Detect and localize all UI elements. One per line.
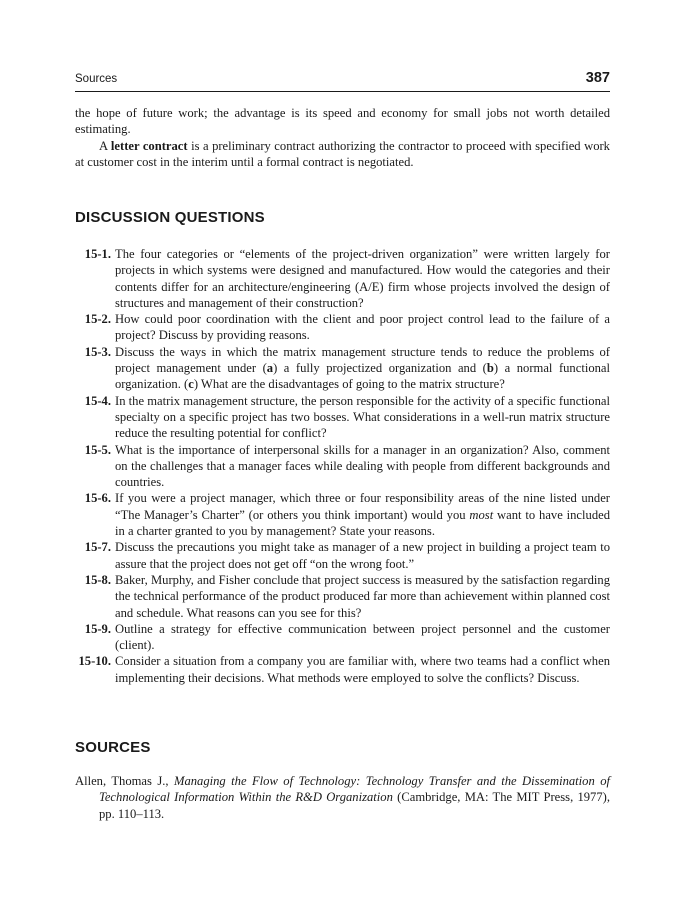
question-item — [75, 653, 610, 686]
intro-definition: is a preliminary contract authorizing the contractor to proceed with specified work at customer cost in the interim until a formal contract is negotiated. — [75, 138, 610, 169]
question-number: 15-8. — [84, 572, 111, 587]
question-text-part: ) a fully projectized organization and ( — [273, 361, 487, 376]
question-item — [75, 490, 610, 539]
header-rule — [75, 91, 610, 92]
sources-heading: SOURCES — [75, 739, 151, 756]
question-number: 15-7. — [84, 540, 111, 555]
discussion-questions-list — [75, 246, 610, 686]
question-text: Discuss the precautions you might take as manager of a new project in building a project team to assure that the project does not get off “on the wrong foot.” — [115, 540, 610, 571]
question-item — [75, 344, 610, 393]
option-b-label: b — [486, 361, 494, 376]
intro-paragraph-1: the hope of future work; the advantage is its speed and economy for small jobs not worth detailed estimating. — [75, 106, 610, 137]
question-text-part: If you were a project manager, which three or four responsibility areas of the nine listed under “The Manager’s Charter” (or others you think important) would you — [115, 491, 610, 522]
question-number: 15-2. — [84, 312, 111, 327]
question-item — [75, 621, 610, 654]
question-text: Consider a situation from a company you are familiar with, where two teams had a conflict when implementing their decisions. What methods were employed to solve the conflicts? Discuss. — [115, 654, 610, 685]
question-item — [75, 539, 610, 572]
question-text-part: ) What are the disadvantages of going to the matrix structure? — [193, 377, 505, 392]
reference-publication: (Cambridge, MA: The MIT Press, 1977), pp. 110–113. — [99, 790, 610, 821]
question-item — [75, 246, 610, 311]
question-number: 15-10. — [78, 654, 111, 669]
emphasis-most: most — [469, 507, 494, 522]
reference-entry — [75, 773, 610, 822]
page-number: 387 — [585, 70, 610, 86]
section-title: Sources — [75, 73, 118, 85]
option-a-label: a — [266, 361, 274, 376]
question-item — [75, 311, 610, 344]
question-number: 15-6. — [84, 491, 111, 506]
option-c-label: c — [188, 377, 194, 392]
question-text: Outline a strategy for effective communication between project personnel and the customer (client). — [115, 621, 610, 653]
sources-list — [75, 773, 610, 822]
question-text-part: ) a normal functional organization. ( — [115, 361, 610, 392]
question-text: In the matrix management structure, the person responsible for the activity of a specific functional specialty on a specific project has two bosses. What considerations in a well-run matrix structure reduce the resulting potential for conflict? — [115, 393, 610, 441]
intro-text — [75, 105, 610, 170]
reference-author: Allen, Thomas J., — [75, 774, 174, 788]
question-text — [115, 491, 610, 538]
question-number: 15-4. — [84, 393, 111, 408]
question-item — [75, 442, 610, 491]
question-number: 15-1. — [84, 247, 111, 261]
question-text: The four categories or “elements of the project-driven organization” were written largely for projects in which systems were designed and manufactured. How would the categories and their contents differ for an architecture/engineering (A/E) firm whose projects involved the design of structures and management of their construction? — [115, 247, 610, 310]
question-number: 15-9. — [84, 621, 111, 636]
discussion-questions-heading: DISCUSSION QUESTIONS — [75, 209, 265, 226]
question-text-part: want to have included in a charter granted to you by management? State your reasons. — [115, 507, 611, 539]
question-item — [75, 572, 610, 621]
question-text: How could poor coordination with the client and poor project control lead to the failure of a project? Discuss by providing reasons. — [115, 312, 610, 343]
term-letter-contract: letter contract — [110, 138, 188, 153]
running-head — [75, 70, 610, 90]
question-item — [75, 393, 610, 442]
question-text: Baker, Murphy, and Fisher conclude that project success is measured by the satisfaction regarding the technical performance of the product produced far more than achievement within planned cost and schedule. What reasons can you see for this? — [115, 572, 610, 620]
question-number: 15-3. — [84, 344, 111, 359]
question-text-part: Discuss the ways in which the matrix management structure tends to reduce the problems of project management under ( — [115, 344, 610, 376]
question-text — [115, 345, 610, 392]
question-number: 15-5. — [84, 442, 111, 457]
intro-lead: A — [99, 138, 111, 153]
intro-paragraph-2 — [75, 138, 610, 171]
reference-title: Managing the Flow of Technology: Technology Transfer and the Dissemination of Technological Information Within the R&D Organization — [99, 774, 610, 805]
question-text: What is the importance of interpersonal skills for a manager in an organization? Also, comment on the challenges that a manager faces while dealing with people from different backgrounds and countries. — [115, 442, 610, 490]
